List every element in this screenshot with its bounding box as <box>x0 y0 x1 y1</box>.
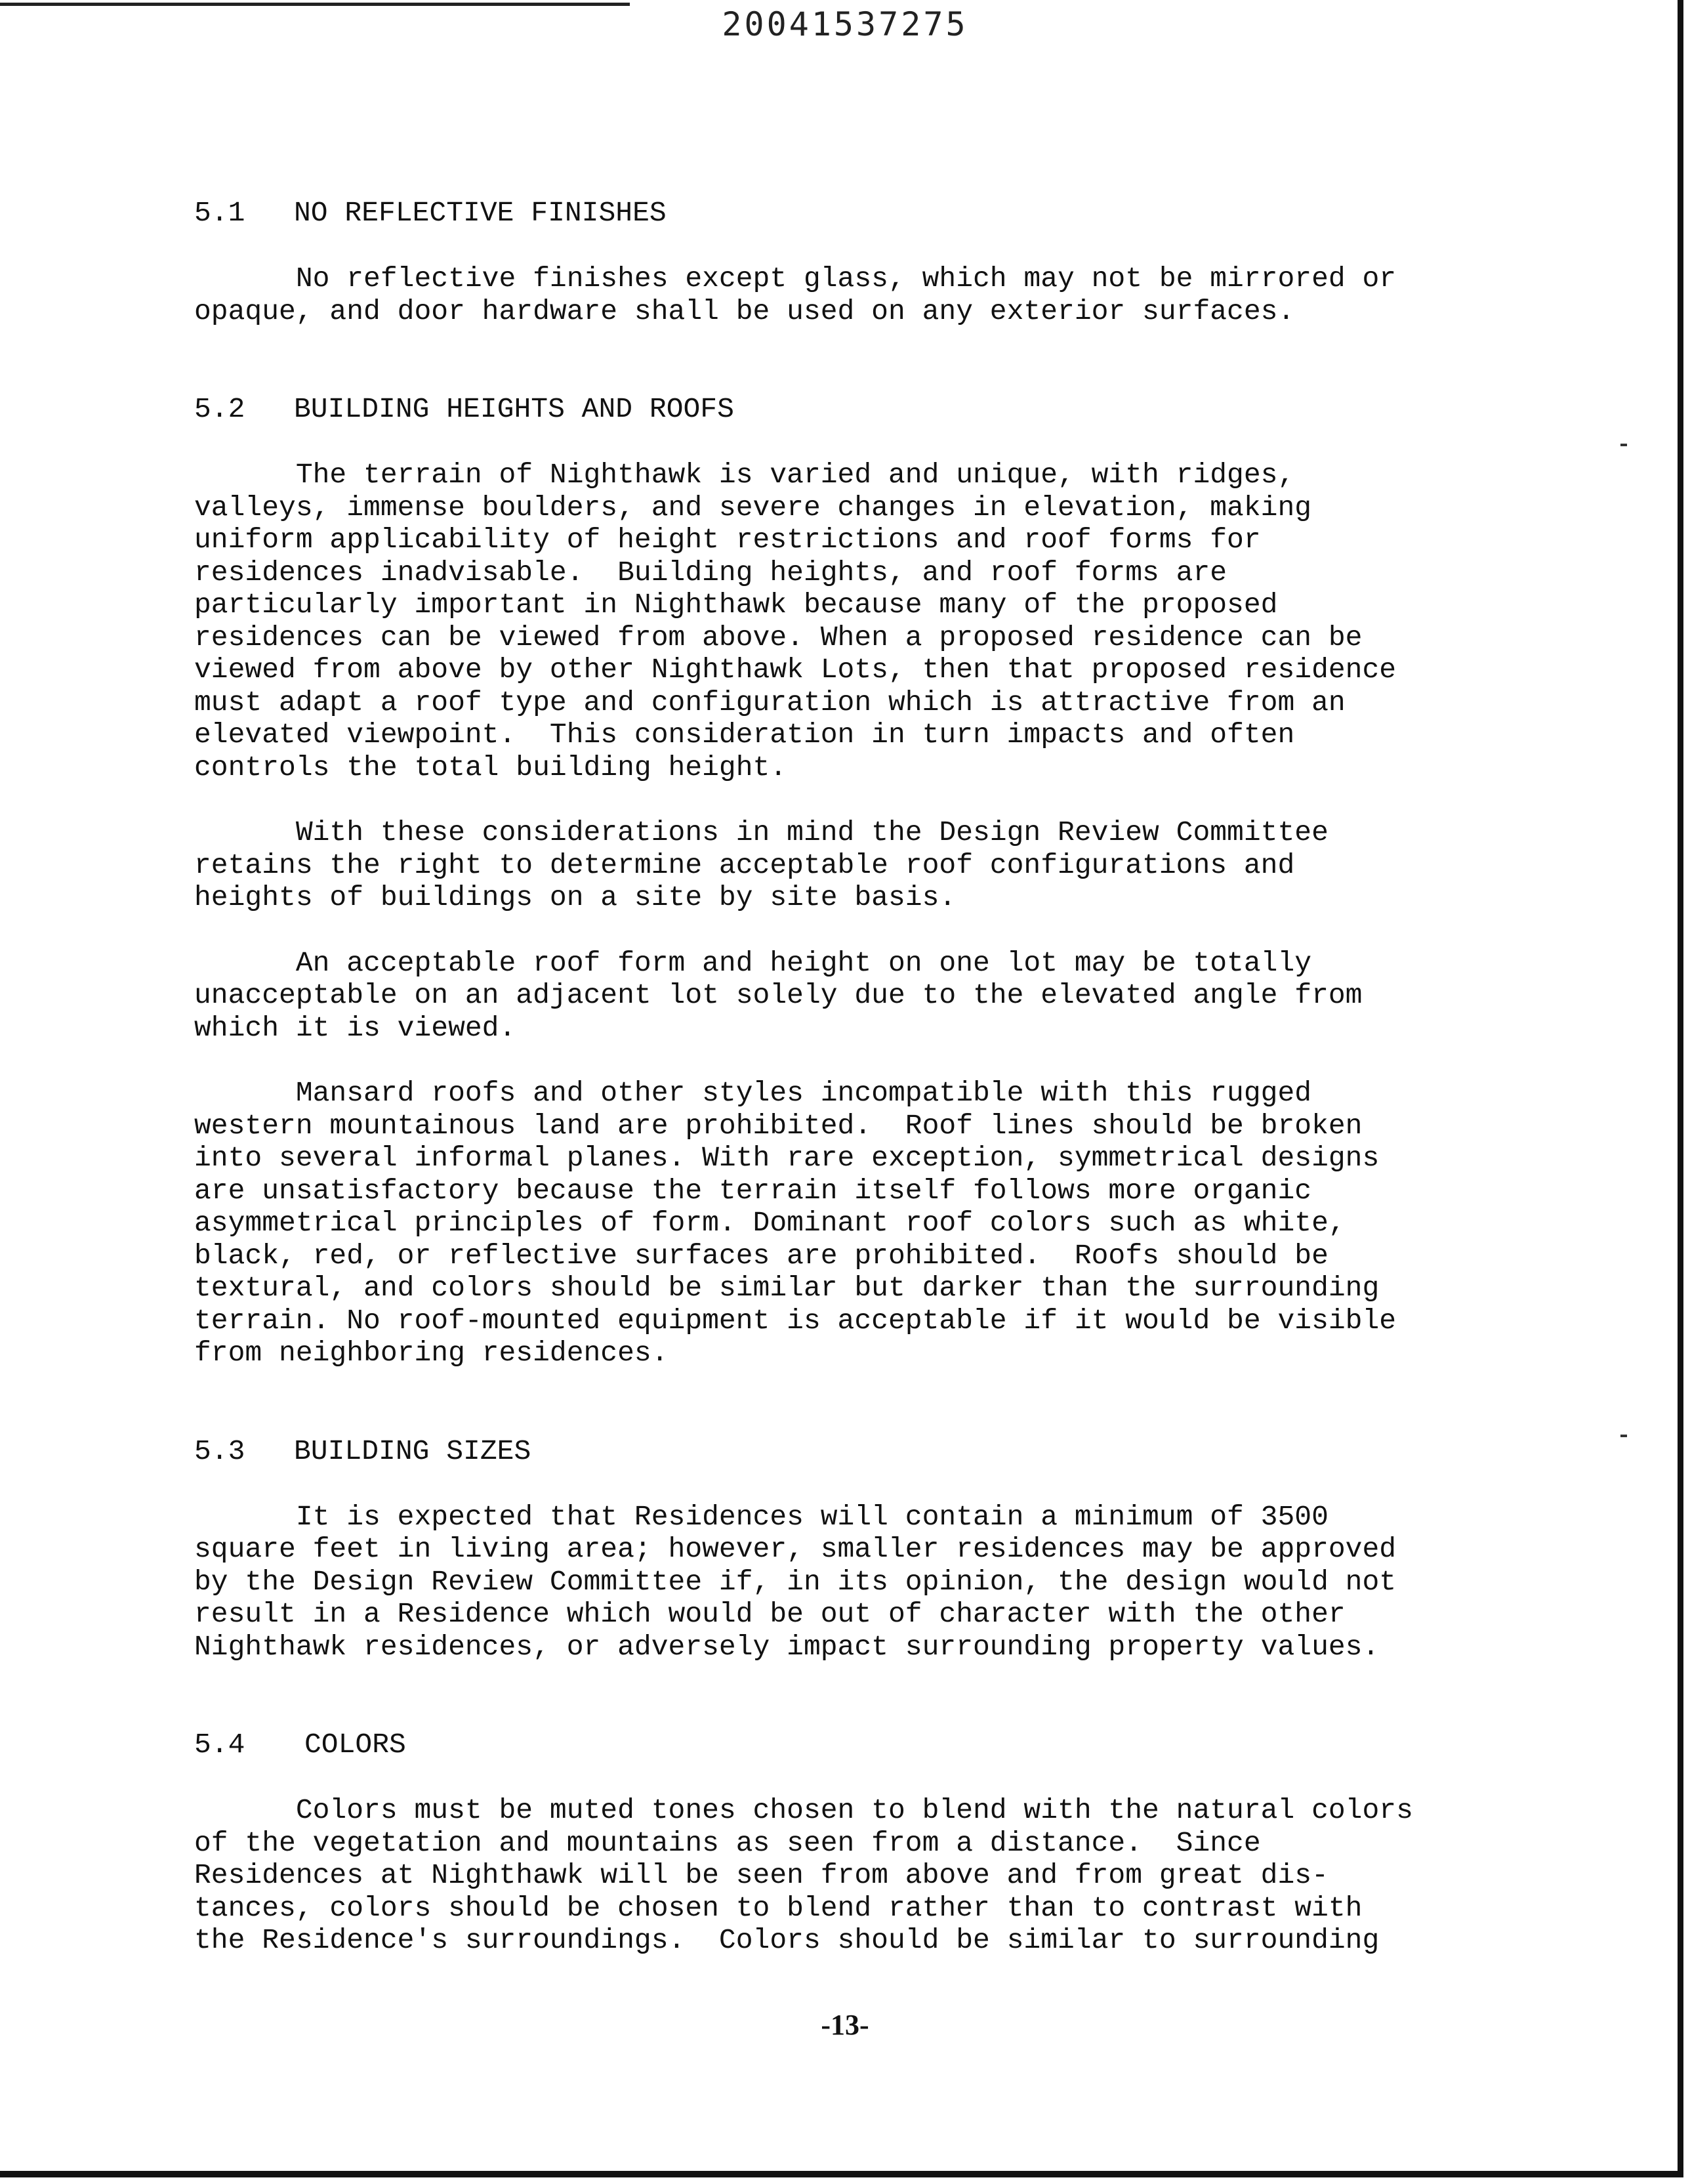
section-title: COLORS <box>304 1729 406 1761</box>
section-title: BUILDING HEIGHTS AND ROOFS <box>294 393 734 425</box>
page-bottom-border <box>0 2171 1683 2177</box>
section-title: BUILDING SIZES <box>294 1435 531 1467</box>
scan-speck <box>1620 444 1627 446</box>
section-number: 5.1 <box>194 197 245 229</box>
section-heading <box>194 393 1533 426</box>
section-heading <box>194 1435 1533 1468</box>
page-right-border <box>1678 0 1683 2177</box>
paragraph: With these considerations in mind the Design Review Committee retains the right to determine acceptable roof configurations and heights of buildings on a site by site basis. <box>194 816 1329 914</box>
section-heading <box>194 1729 1533 1761</box>
paragraph: The terrain of Nighthawk is varied and unique, with ridges, valleys, immense boulders, and severe changes in elevation, making uniform applicability of height restrictions and roof forms for residences inadvisable. Building heights, and roof forms are particularly important in Nighthawk because many of the proposed residences can be viewed from above. When a proposed residence can be viewed from above by other Nighthawk Lots, then that proposed residence must adapt a roof type and configuration which is attractive from an elevated viewpoint. This consideration in turn impacts and often controls the total building height. <box>194 459 1397 784</box>
section-heading <box>194 197 1533 230</box>
paragraph: Mansard roofs and other styles incompatible with this rugged western mountainous land are prohibited. Roof lines should be broken into several informal planes. With rare exception, symmetrical designs are unsatisfactory because the terrain itself follows more organic asymmetrical principles of form. Dominant roof colors such as white, black, red, or reflective surfaces are prohibited. Roofs should be textural, and colors should be similar but darker than the surrounding terrain. No roof-mounted equipment is acceptable if it would be visible from neighboring residences. <box>194 1077 1397 1369</box>
paragraph: An acceptable roof form and height on one lot may be totally unacceptable on an adjacent lot solely due to the elevated angle from which it is viewed. <box>194 946 1363 1044</box>
document-body <box>194 197 1533 1957</box>
paragraph: No reflective finishes except glass, which may not be mirrored or opaque, and door hardware shall be used on any exterior surfaces. <box>194 262 1397 327</box>
section-5-3 <box>194 1435 1533 1664</box>
document-id: 20041537275 <box>722 5 968 43</box>
section-number: 5.3 <box>194 1435 245 1467</box>
section-title: NO REFLECTIVE FINISHES <box>294 197 667 229</box>
scan-speck <box>1620 1435 1627 1437</box>
paragraph: It is expected that Residences will contain a minimum of 3500 square feet in living area; however, smaller residences may be approved by the Design Review Committee if, in its opinion, the design would not result in a Residence which would be out of character with the other Nighthawk residences, or adversely impact surrounding property values. <box>194 1500 1397 1663</box>
section-5-4 <box>194 1729 1533 1957</box>
section-number: 5.4 <box>194 1729 245 1761</box>
section-5-1 <box>194 197 1533 327</box>
section-5-2 <box>194 393 1533 1370</box>
paragraph: Colors must be muted tones chosen to blend with the natural colors of the vegetation and mountains as seen from a distance. Since Residences at Nighthawk will be seen from above and from great dis- tances, colors should be chosen to blend rather than to contrast with the Residence's surroundings. Colors should be similar to surrounding <box>194 1794 1413 1956</box>
section-number: 5.2 <box>194 393 245 425</box>
page-number: -13- <box>821 2009 869 2041</box>
